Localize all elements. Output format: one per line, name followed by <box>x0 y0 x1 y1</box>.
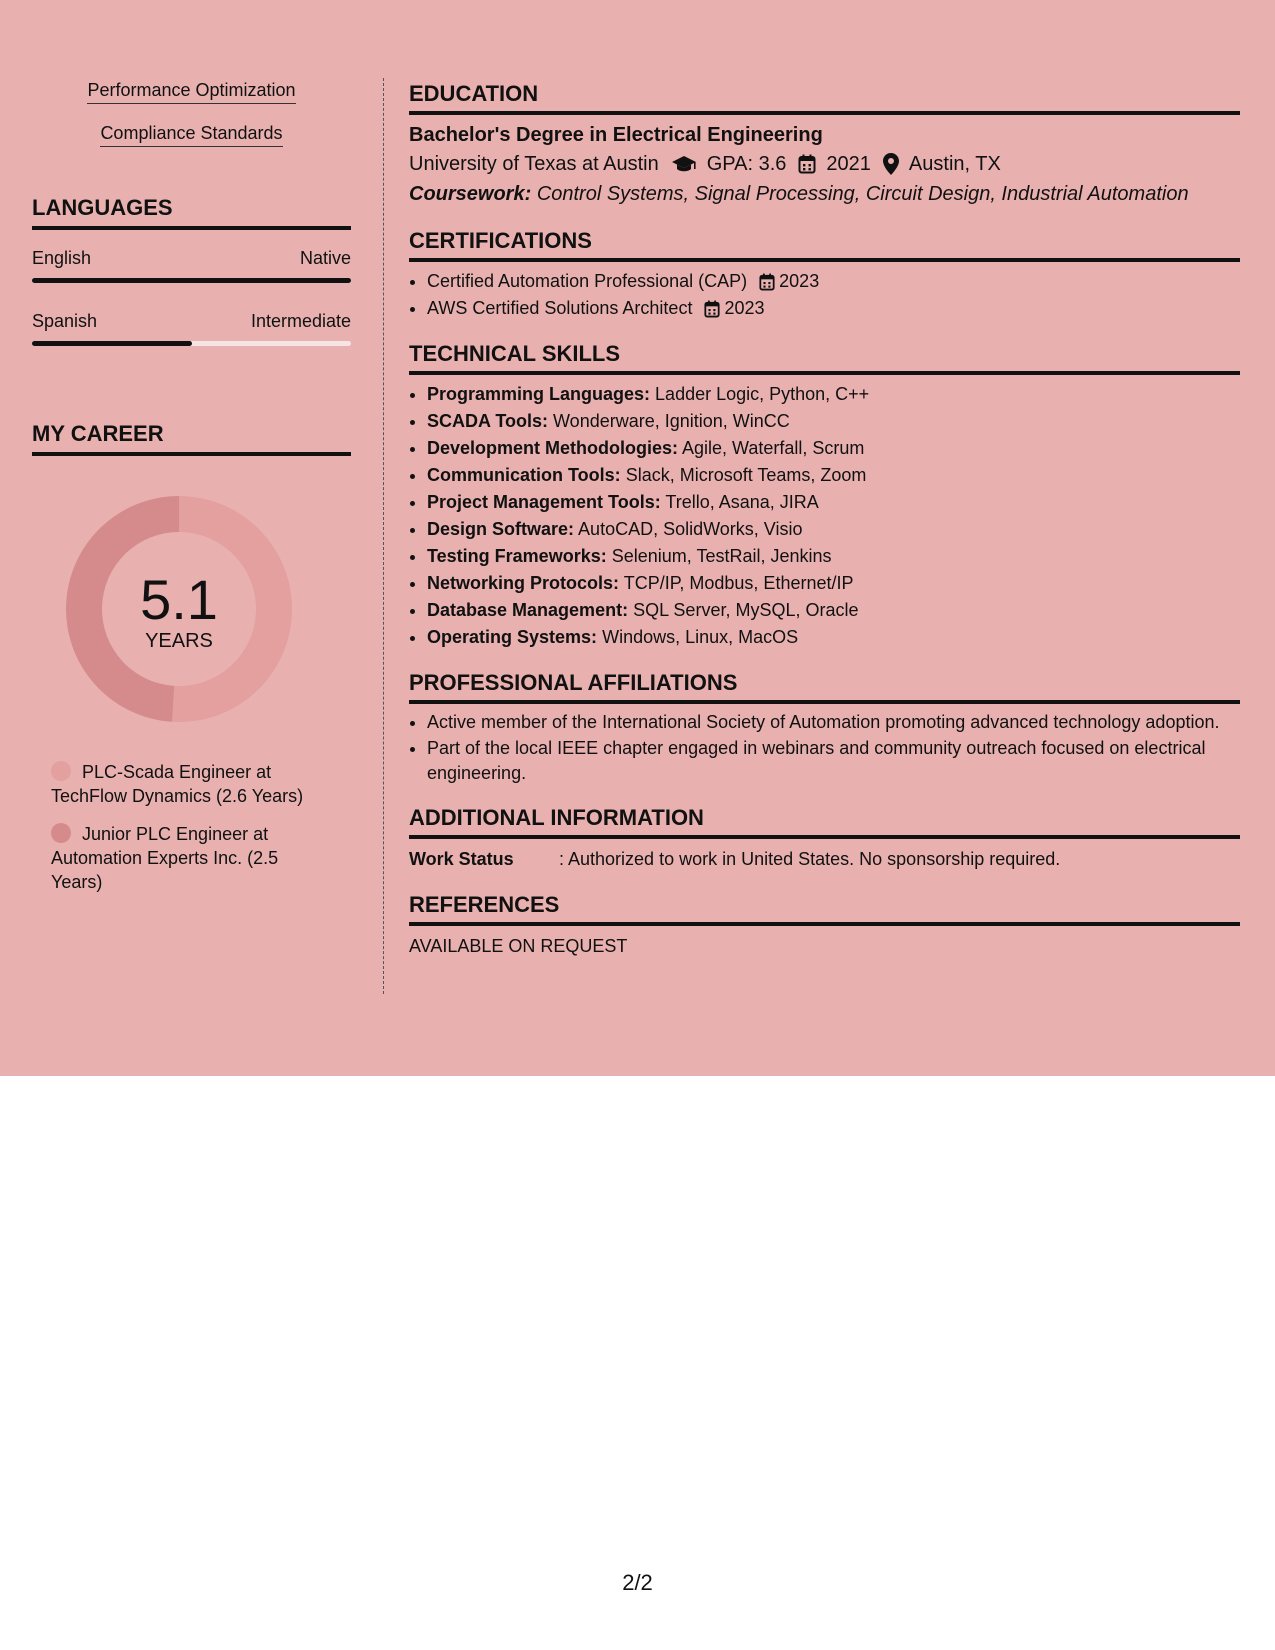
skill-category: Database Management: <box>427 600 629 620</box>
skill-values: Wonderware, Ignition, WinCC <box>553 411 790 431</box>
coursework <box>409 179 1240 209</box>
skill-values: AutoCAD, SolidWorks, Visio <box>578 519 803 539</box>
list-item <box>427 597 1240 624</box>
affiliations-heading: PROFESSIONAL AFFILIATIONS <box>409 669 1240 704</box>
skill-tag: Performance Optimization <box>87 78 295 104</box>
work-status-value: : Authorized to work in United States. No sponsorship required. <box>559 849 1061 869</box>
gpa: GPA: 3.6 <box>706 153 787 175</box>
list-item <box>427 462 1240 489</box>
legend-label: PLC-Scada Engineer at TechFlow Dynamics (2.6 Years) <box>51 762 304 806</box>
skill-category: Networking Protocols: <box>427 573 620 593</box>
list-item <box>427 624 1240 651</box>
coursework-label: Coursework: <box>409 183 532 205</box>
legend-item <box>51 822 331 894</box>
language-item <box>32 246 351 283</box>
certification-name: • Certified Automation Professional (CAP) <box>427 271 748 291</box>
additional-info-heading: ADDITIONAL INFORMATION <box>409 804 1240 839</box>
skill-category: Programming Languages: <box>427 384 651 404</box>
education-location: Austin, TX <box>908 153 1001 175</box>
references-text: AVAILABLE ON REQUEST <box>409 936 628 956</box>
certification-year: 2023 <box>724 298 765 318</box>
legend-dot <box>51 761 71 781</box>
list-item <box>427 381 1240 408</box>
skill-values: SQL Server, MySQL, Oracle <box>633 600 859 620</box>
page-number: 2/2 <box>622 1570 653 1595</box>
calendar-icon <box>704 300 720 318</box>
legend-item <box>51 760 331 808</box>
graduation-cap-icon <box>671 154 697 174</box>
career-legend <box>51 760 331 894</box>
school-name: University of Texas at Austin <box>409 153 659 175</box>
skill-category: Testing Frameworks: <box>427 546 607 566</box>
list-item <box>427 408 1240 435</box>
right-column <box>409 80 1240 978</box>
language-item <box>32 309 351 346</box>
skill-values: Ladder Logic, Python, C++ <box>655 384 870 404</box>
career-donut <box>66 496 292 722</box>
legend-label: Junior PLC Engineer at Automation Experts Inc. (2.5 Years) <box>51 824 279 892</box>
list-item <box>427 489 1240 516</box>
list-item <box>427 268 1240 295</box>
list-item <box>427 570 1240 597</box>
location-pin-icon <box>883 153 899 175</box>
work-status <box>409 845 1240 873</box>
references-heading: REFERENCES <box>409 891 1240 926</box>
language-bar <box>32 341 351 346</box>
skill-values: TCP/IP, Modbus, Ethernet/IP <box>623 573 854 593</box>
skill-values: Trello, Asana, JIRA <box>665 492 819 512</box>
left-column <box>32 78 351 908</box>
skill-tag: Compliance Standards <box>100 121 282 147</box>
career-heading: MY CAREER <box>32 420 351 456</box>
language-bar-fill <box>32 341 192 346</box>
technical-skills-heading: TECHNICAL SKILLS <box>409 340 1240 375</box>
degree-title: Bachelor's Degree in Electrical Engineering <box>409 124 823 146</box>
skill-values: Agile, Waterfall, Scrum <box>682 438 865 458</box>
skill-category: Development Methodologies: <box>427 438 679 458</box>
skill-category: Project Management Tools: <box>427 492 661 512</box>
skill-category: Communication Tools: <box>427 465 621 485</box>
list-item: • Part of the local IEEE chapter engaged in webinars and community outreach focused on electrical engineering. <box>427 736 1240 786</box>
list-item <box>427 435 1240 462</box>
skill-category: Design Software: <box>427 519 575 539</box>
additional-info-section <box>409 804 1240 873</box>
certifications-section <box>409 227 1240 322</box>
career-unit: YEARS <box>145 630 213 652</box>
certification-year: 2023 <box>779 271 820 291</box>
calendar-icon <box>759 273 775 291</box>
languages-heading: LANGUAGES <box>32 194 351 230</box>
list-item <box>427 295 1240 322</box>
certifications-heading: CERTIFICATIONS <box>409 227 1240 262</box>
list-item <box>427 516 1240 543</box>
list-item <box>427 543 1240 570</box>
languages-section <box>32 194 351 346</box>
language-bar-fill <box>32 278 351 283</box>
language-bar <box>32 278 351 283</box>
education-section <box>409 80 1240 209</box>
coursework-list: Control Systems, Signal Processing, Circuit Design, Industrial Automation <box>536 183 1189 205</box>
language-level: Intermediate <box>250 311 351 331</box>
education-heading: EDUCATION <box>409 80 1240 115</box>
skill-category: SCADA Tools: <box>427 411 548 431</box>
affiliations-section <box>409 669 1240 786</box>
certification-name: • AWS Certified Solutions Architect <box>427 298 693 318</box>
skill-values: Slack, Microsoft Teams, Zoom <box>625 465 867 485</box>
skill-values: Selenium, TestRail, Jenkins <box>611 546 832 566</box>
skill-category: Operating Systems: <box>427 627 598 647</box>
skill-tags <box>32 78 351 164</box>
language-name: Spanish <box>32 311 98 331</box>
language-level: Native <box>299 248 351 268</box>
graduation-year: 2021 <box>826 153 871 175</box>
calendar-icon <box>798 154 816 174</box>
technical-skills-section <box>409 340 1240 651</box>
career-total: 5.1 <box>140 568 218 631</box>
column-divider <box>383 78 384 994</box>
education-details <box>409 149 1240 179</box>
skill-values: Windows, Linux, MacOS <box>602 627 799 647</box>
list-item: • Active member of the International Society of Automation promoting advanced technology adoption. <box>427 710 1240 735</box>
references-section <box>409 891 1240 960</box>
career-section <box>32 420 351 894</box>
work-status-label: Work Status <box>409 849 514 869</box>
language-name: English <box>32 248 92 268</box>
legend-dot <box>51 823 71 843</box>
